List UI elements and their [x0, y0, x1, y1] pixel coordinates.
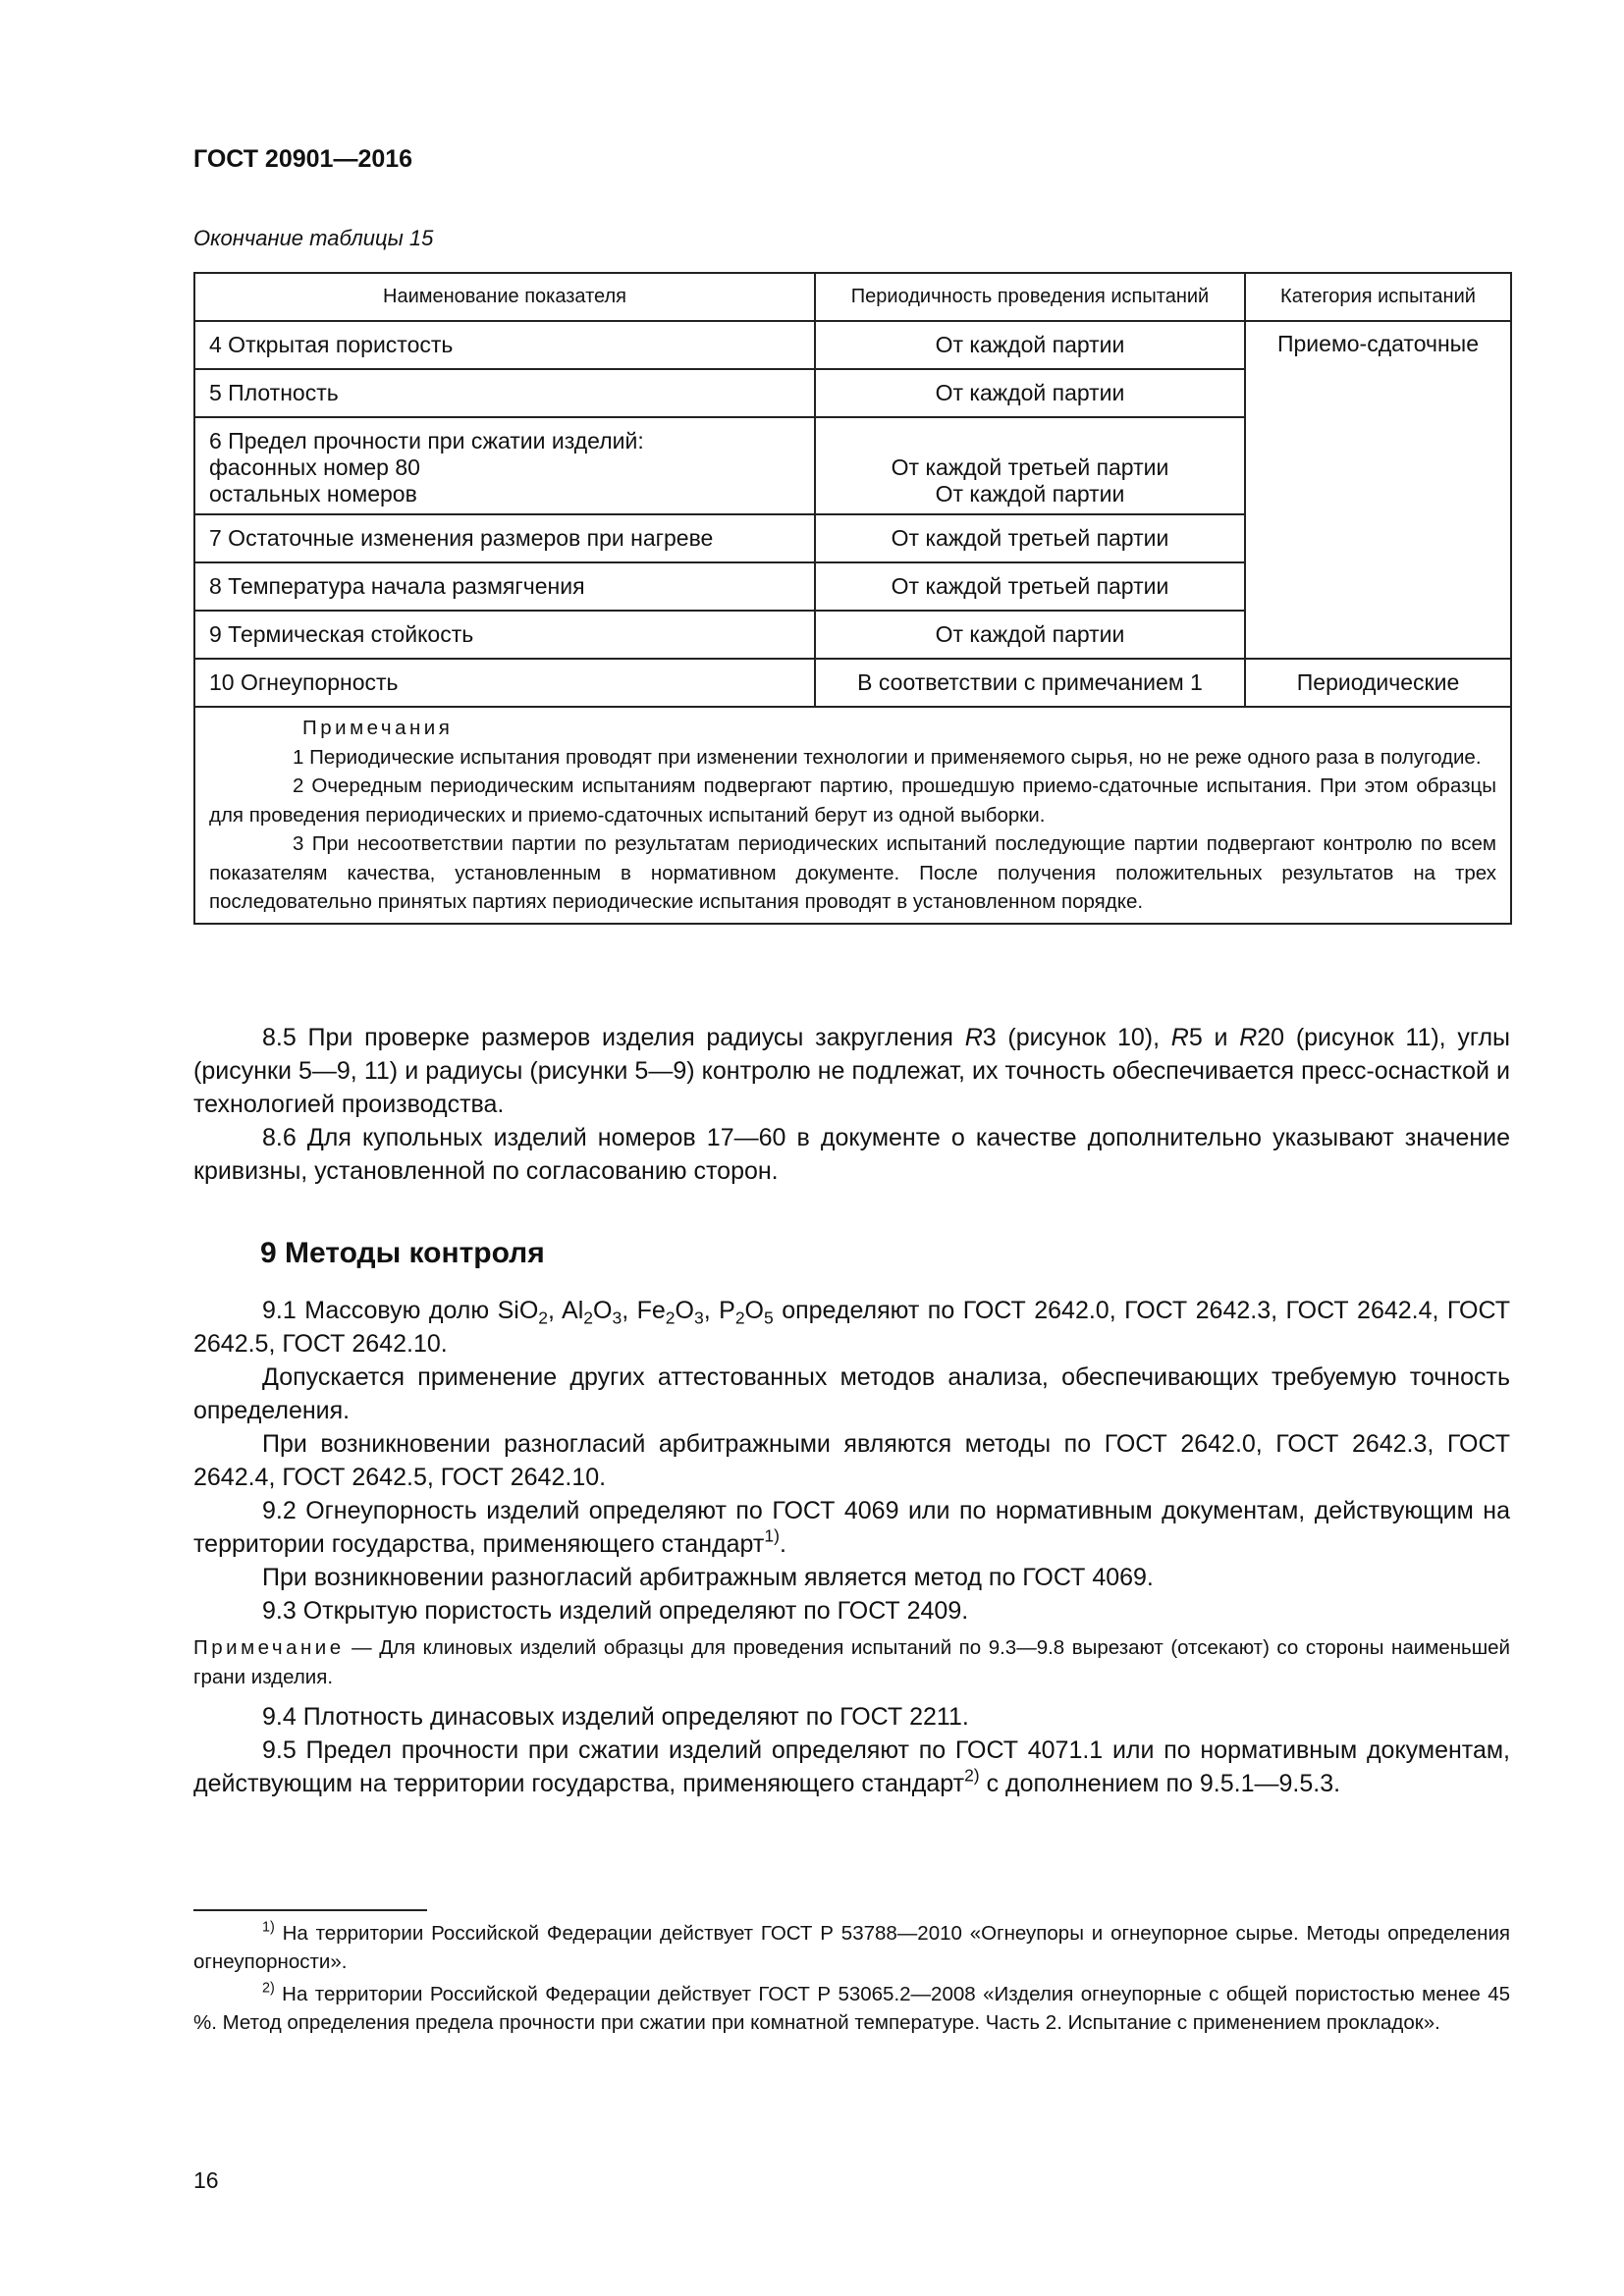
indicator-cell: 8 Температура начала размягчения: [194, 562, 815, 611]
header-indicator: Наименование показателя: [194, 273, 815, 321]
periodicity-cell: От каждой третьей партии: [815, 514, 1245, 562]
table-header-row: [194, 273, 1511, 321]
indicator-line: фасонных номер 80: [209, 454, 420, 480]
footnote-divider: [193, 1909, 427, 1911]
indicator-cell: 5 Плотность: [194, 369, 815, 417]
footnote-item: $^{2)}$ На территории Российской Федерации действует ГОСТ Р 53065.2—2008 «Изделия огнеупорные с общей пористостью менее 45 %. Метод определения предела прочности при сжатии при комнатной температуре. Часть 2. Испытание с применением прокладок».: [193, 1980, 1510, 2034]
table-caption: Окончание таблицы 15: [193, 226, 434, 250]
indicator-cell: 7 Остаточные изменения размеров при нагреве: [194, 514, 815, 562]
indicator-cell: 10 Огнеупорность: [194, 659, 815, 707]
notes-title: Примечания: [302, 717, 454, 739]
paragraph-9-5: 9.5 Предел прочности при сжатии изделий определяют по ГОСТ 4071.1 или по нормативным документам, действующим на территории государства, применяющего стандарт$^{2)}$ с дополнением по 9.5.1—9.5.3.: [193, 1736, 1510, 1797]
periodicity-line: От каждой партии: [935, 481, 1125, 507]
paragraph-8-5: 8.5 При проверке размеров изделия радиусы закругления R3 (рисунок 10), R5 и R20 (рисунок 11), углы (рисунки 5—9, 11) и радиусы (рисунки 5—9) контролю не подлежат, их точность обеспечивается пресс-оснасткой и технологией производства.: [193, 1024, 1510, 1118]
table-row: [194, 321, 1511, 369]
footnote-ref: 2): [964, 1765, 980, 1786]
section9-text: [193, 1294, 1510, 1800]
paragraph-9-1: 9.1 Массовую долю SiO$_2$, $Al_2O_3$, $Fe_2O_3$, $P_2O_5$ определяют по ГОСТ 2642.0, ГОСТ 2642.3, ГОСТ 2642.4, ГОСТ 2642.5, ГОСТ 2642.10.: [193, 1297, 1510, 1358]
note-item: 2 Очередным периодическим испытаниям подвергают партию, прошедшую приемо-сдаточные испытания. При этом образцы для проведения периодических и приемо-сдаточных испытаний берут из одной выборки.: [209, 774, 1496, 827]
footnote-ref: 1): [764, 1525, 780, 1546]
section-heading: 9 Методы контроля: [260, 1237, 545, 1269]
category-cell: Периодические: [1245, 659, 1511, 707]
periodicity-cell: От каждой партии: [815, 611, 1245, 659]
footnotes: [193, 1919, 1510, 2041]
section8-text: [193, 1021, 1510, 1188]
indicator-cell: 4 Открытая пористость: [194, 321, 815, 369]
periodicity-cell: От каждой партии: [815, 321, 1245, 369]
header-category: Категория испытаний: [1245, 273, 1511, 321]
periodicity-cell: [815, 417, 1245, 514]
paragraph-arbitration-4069: При возникновении разногласий арбитражным является метод по ГОСТ 4069.: [262, 1564, 1154, 1591]
periodicity-cell: От каждой партии: [815, 369, 1245, 417]
table-notes-row: [194, 707, 1511, 924]
paragraph-allowed-methods: Допускается применение других аттестованных методов анализа, обеспечивающих требуемую точность определения.: [193, 1363, 1510, 1424]
periodicity-cell: От каждой третьей партии: [815, 562, 1245, 611]
note-item: 1 Периодические испытания проводят при изменении технологии и применяемого сырья, но не реже одного раза в полугодие.: [293, 745, 1482, 769]
paragraph-9-4: 9.4 Плотность динасовых изделий определяют по ГОСТ 2211.: [262, 1703, 969, 1731]
indicator-line: 6 Предел прочности при сжатии изделий:: [209, 428, 644, 454]
table-notes: [194, 707, 1511, 924]
inline-note: Примечание — Для клиновых изделий образцы для проведения испытаний по 9.3—9.8 вырезают (отсекают) со стороны наименьшей грани изделия.: [193, 1636, 1510, 1688]
indicator-cell: 9 Термическая стойкость: [194, 611, 815, 659]
table-row: [194, 659, 1511, 707]
paragraph-8-6: 8.6 Для купольных изделий номеров 17—60 в документе о качестве дополнительно указывают значение кривизны, установленной по согласованию сторон.: [193, 1124, 1510, 1185]
note-item: 3 При несоответствии партии по результатам периодических испытаний последующие партии подвергают контролю по всем показателям качества, установленным в нормативном документе. После получения положительных результатов на трех последовательно принятых партиях периодические испытания проводят в установленном порядке.: [209, 832, 1496, 913]
header-periodicity: Периодичность проведения испытаний: [815, 273, 1245, 321]
indicator-cell: [194, 417, 815, 514]
tests-table: [193, 272, 1512, 925]
standard-code: ГОСТ 20901—2016: [193, 145, 413, 173]
paragraph-arbitration: При возникновении разногласий арбитражными являются методы по ГОСТ 2642.0, ГОСТ 2642.3, ГОСТ 2642.4, ГОСТ 2642.5, ГОСТ 2642.10.: [193, 1430, 1510, 1491]
page-number: 16: [193, 2167, 219, 2193]
paragraph-9-3: 9.3 Открытую пористость изделий определяют по ГОСТ 2409.: [262, 1597, 969, 1625]
indicator-line: остальных номеров: [209, 481, 417, 507]
category-cell: Приемо-сдаточные: [1245, 321, 1511, 659]
paragraph-9-2: 9.2 Огнеупорность изделий определяют по ГОСТ 4069 или по нормативным документам, действующим на территории государства, применяющего стандарт$^{1)}$.: [193, 1497, 1510, 1558]
footnote-item: $^{1)}$ На территории Российской Федерации действует ГОСТ Р 53788—2010 «Огнеупоры и огнеупорное сырье. Методы определения огнеупорности».: [193, 1919, 1510, 1973]
periodicity-cell: В соответствии с примечанием 1: [815, 659, 1245, 707]
periodicity-line: От каждой третьей партии: [891, 454, 1169, 480]
